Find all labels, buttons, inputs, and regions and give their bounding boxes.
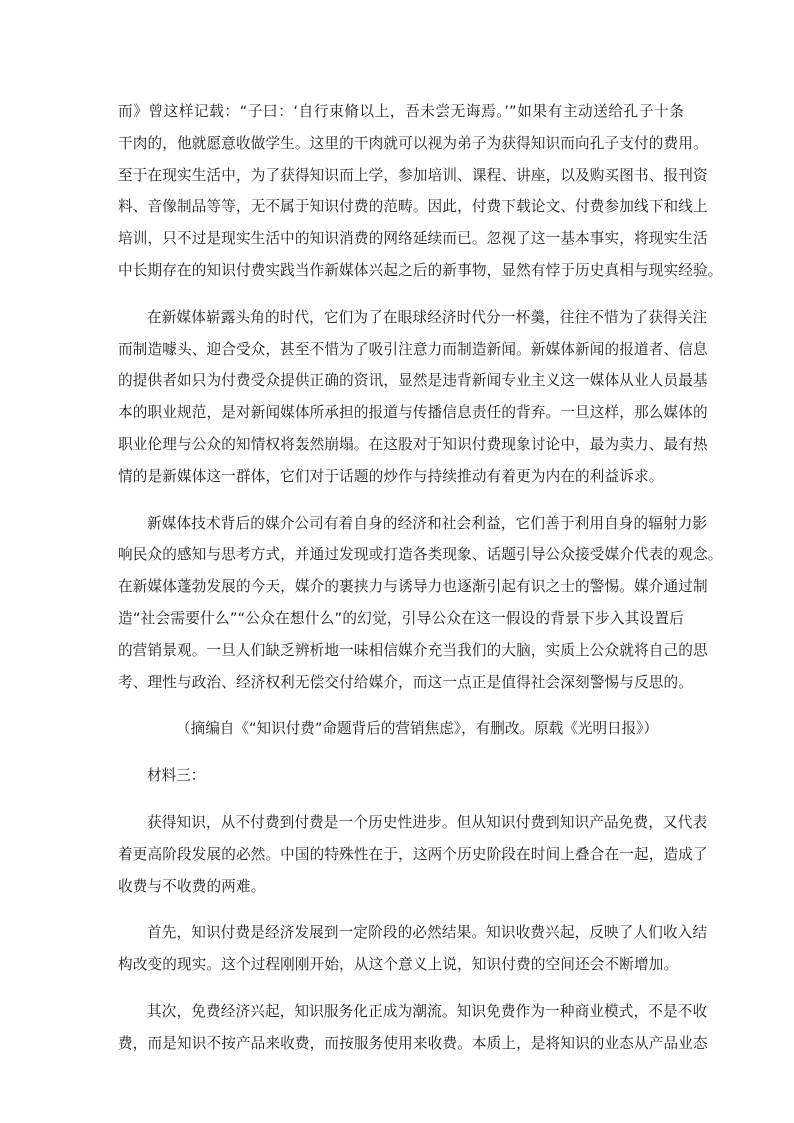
- document-page: [118, 96, 723, 1060]
- material-heading: 材料三：: [147, 767, 206, 785]
- paragraph-5: [118, 917, 708, 981]
- text-line: 中长期存在的知识付费实践当作新媒体兴起之后的新事物，显然有悖于历史真相与现实经验。: [118, 261, 723, 279]
- text-line: 其次，免费经济兴起，知识服务化正成为潮流。知识免费作为一种商业模式，不是不收: [147, 1002, 708, 1020]
- text-line: 干肉的，他就愿意收做学生。这里的干肉就可以视为弟子为获得知识而向孔子支付的费用。: [118, 134, 708, 152]
- text-line: 料、音像制品等等，无不属于知识付费的范畴。因此，付费下载论文、付费参加线下和线上: [118, 198, 708, 216]
- text-line: 培训，只不过是现实生活中的知识消费的网络延续而已。忽视了这一基本事实，将现实生活: [118, 230, 708, 248]
- text-line: 的提供者如只为付费受众提供正确的资讯，显然是违背新闻专业主义这一媒体从业人员最基: [118, 372, 708, 390]
- text-line: 费，而是知识不按产品来收费，而按服务使用来收费。本质上，是将知识的业态从产品业态: [118, 1034, 708, 1052]
- text-line: 至于在现实生活中，为了获得知识而上学，参加培训、课程、讲座，以及购买图书、报刊资: [118, 166, 708, 184]
- paragraph-1: [118, 96, 723, 287]
- text-line: 造“社会需要什么”“公众在想什么”的幻觉，引导公众在这一假设的背景下步入其设置后: [118, 609, 684, 627]
- text-line: 着更高阶段发展的必然。中国的特殊性在于，这两个历史阶段在时间上叠合在一起，造成了: [118, 845, 708, 863]
- text-line: 职业伦理与公众的知情权将轰然崩塌。在这股对于知识付费现象讨论中，最为卖力、最有热: [118, 435, 708, 453]
- text-line: 本的职业规范，是对新闻媒体所承担的报道与传播信息责任的背弃。一旦这样，那么媒体的: [118, 404, 708, 422]
- text-line: 响民众的感知与思考方式，并通过发现或打造各类现象、话题引导公众接受媒介代表的观念。: [118, 546, 723, 564]
- source-citation: （摘编自《“知识付费”命题背后的营销焦虑》，有删改。原载《光明日报》）: [176, 720, 659, 738]
- text-line: 在新媒体崭露头角的时代，它们为了在眼球经济时代分一杯羹，往往不惜为了获得关注: [147, 308, 708, 326]
- text-line: 收费与不收费的两难。: [118, 877, 266, 895]
- text-line: 首先，知识付费是经济发展到一定阶段的必然结果。知识收费兴起，反映了人们收入结: [147, 924, 708, 942]
- text-line: 构改变的现实。这个过程刚刚开始，从这个意义上说，知识付费的空间还会不断增加。: [118, 956, 679, 974]
- text-line: 考、理性与政治、经济权利无偿交付给媒介，而这一点正是值得社会深刻警惕与反思的。: [118, 673, 694, 691]
- text-line: 新媒体技术背后的媒介公司有着自身的经济和社会利益，它们善于利用自身的辐射力影: [147, 514, 708, 532]
- paragraph-4: [118, 807, 708, 902]
- text-line: 情的是新媒体这一群体，它们对于话题的炒作与持续推动有着更为内在的利益诉求。: [118, 467, 664, 485]
- paragraph-6: [118, 996, 708, 1060]
- paragraph-3: [118, 508, 723, 699]
- text-line: 获得知识，从不付费到付费是一个历史性进步。但从知识付费到知识产品免费，又代表: [147, 813, 708, 831]
- paragraph-2: [118, 302, 708, 493]
- text-line: 而制造噱头、迎合受众，甚至不惜为了吸引注意力而制造新闻。新媒体新闻的报道者、信息: [118, 340, 708, 358]
- text-line: 的营销景观。一旦人们缺乏辨析地一味相信媒介充当我们的大脑，实质上公众就将自己的思: [118, 641, 708, 659]
- text-line: 而》曾这样记载：“子曰：‘自行束脩以上，吾未尝无诲焉。’”如果有主动送给孔子十条: [118, 103, 684, 120]
- text-line: 在新媒体蓬勃发展的今天，媒介的裹挟力与诱导力也逐渐引起有识之士的警惕。媒介通过制: [118, 578, 708, 596]
